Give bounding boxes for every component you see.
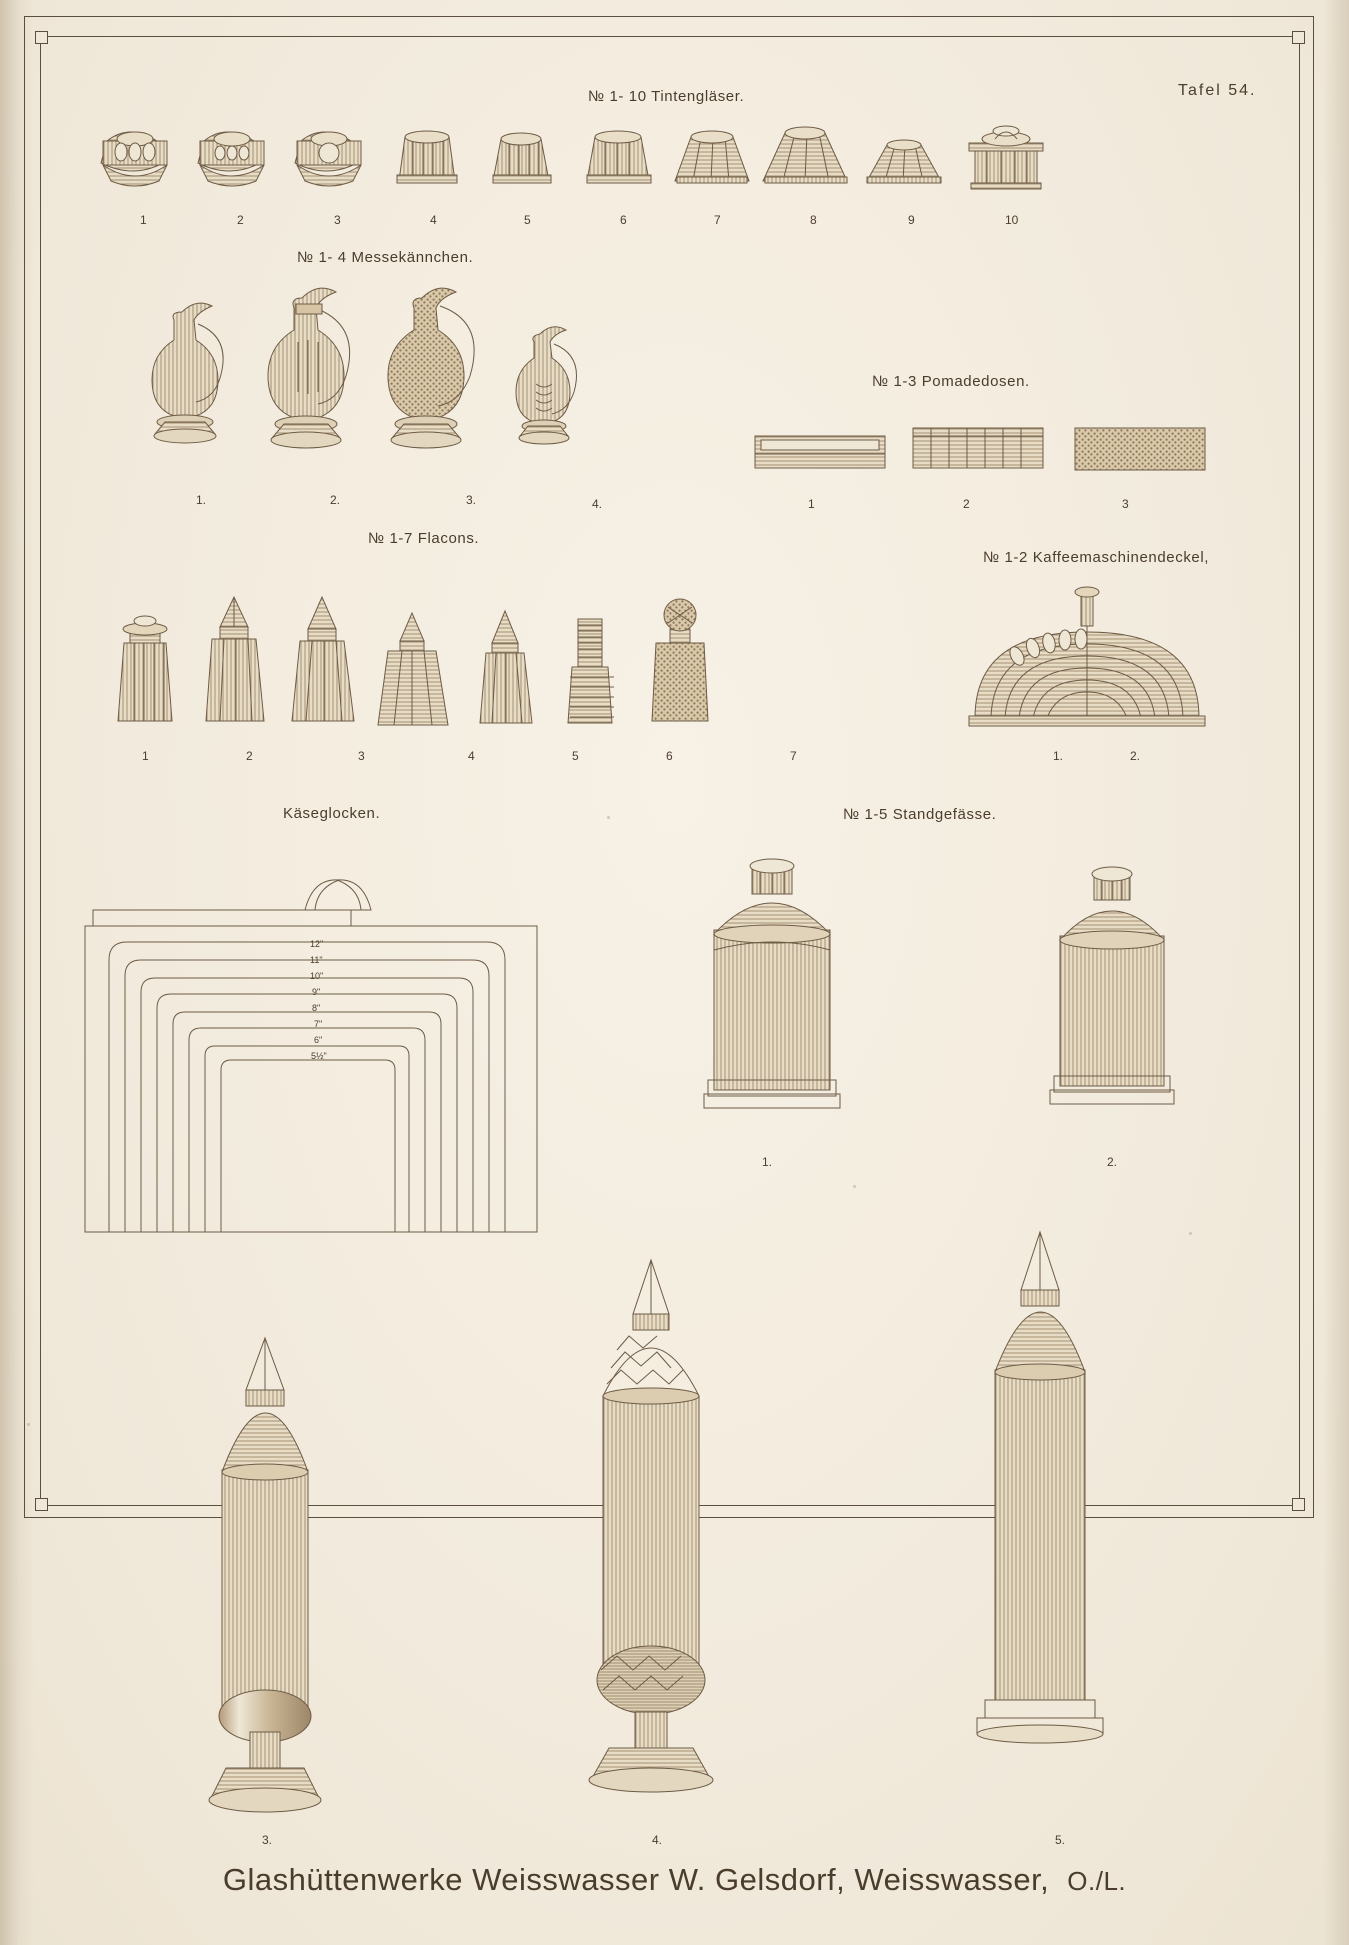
- kaeseglocken-diagram: [85, 840, 565, 1200]
- heading-kaeseglocken: Käseglocken.: [283, 805, 381, 822]
- item-number: 5: [524, 213, 531, 227]
- heading-tintenglaeser: № 1- 10 Tintengläser.: [588, 88, 745, 105]
- item-number: 3.: [262, 1833, 273, 1847]
- corner-ornament-top-right: [1292, 31, 1305, 44]
- item-number: 2.: [330, 493, 341, 507]
- item-number: 3: [334, 213, 341, 227]
- pomadedosen-row: [755, 420, 1205, 490]
- item-number: 2: [237, 213, 244, 227]
- item-number: 5.: [1055, 1833, 1066, 1847]
- item-number: 6: [666, 749, 673, 763]
- item-number: 3: [1122, 497, 1129, 511]
- publisher-region: O./L.: [1067, 1866, 1127, 1896]
- heading-standgefaesse: № 1-5 Standgefässe.: [843, 806, 997, 823]
- publisher-footer: [0, 1862, 1349, 1898]
- standgefaess-1: [680, 830, 890, 1160]
- heading-pomadedosen: № 1-3 Pomadedosen.: [872, 373, 1030, 390]
- size-label: 9": [312, 987, 321, 997]
- item-number: 3.: [466, 493, 477, 507]
- item-number: 2: [963, 497, 970, 511]
- item-number: 1.: [196, 493, 207, 507]
- item-number: 1.: [1053, 749, 1064, 763]
- item-number: 6: [620, 213, 627, 227]
- standgefaess-5: [935, 1180, 1175, 1840]
- item-number: 1.: [762, 1155, 773, 1169]
- standgefaess-4: [555, 1218, 795, 1838]
- item-number: 5: [572, 749, 579, 763]
- flacons-row: [110, 565, 830, 750]
- standgefaess-2: [1020, 840, 1230, 1160]
- item-number: 2.: [1107, 1155, 1118, 1169]
- corner-ornament-bottom-left: [35, 1498, 48, 1511]
- item-number: 1: [140, 213, 147, 227]
- item-number: 7: [714, 213, 721, 227]
- size-label: 5½": [311, 1051, 327, 1061]
- item-number: 2: [246, 749, 253, 763]
- item-number: 4.: [652, 1833, 663, 1847]
- item-number: 4: [468, 749, 475, 763]
- size-label: 6": [314, 1035, 323, 1045]
- size-label: 11": [310, 955, 323, 965]
- item-number: 7: [790, 749, 797, 763]
- heading-flacons: № 1-7 Flacons.: [368, 530, 480, 547]
- corner-ornament-top-left: [35, 31, 48, 44]
- right-page-shadow: [1323, 0, 1349, 1945]
- heading-kaffeemaschinendeckel: № 1-2 Kaffeemaschinendeckel,: [983, 549, 1210, 566]
- standgefaess-3: [180, 1280, 410, 1840]
- size-label: 10": [310, 971, 324, 981]
- item-number: 9: [908, 213, 915, 227]
- item-number: 4: [430, 213, 437, 227]
- item-number: 1: [808, 497, 815, 511]
- item-number: 10: [1005, 213, 1019, 227]
- tintenglaeser-row: [95, 115, 1235, 225]
- size-label: 8": [312, 1003, 321, 1013]
- publisher-name: Glashüttenwerke Weisswasser W. Gelsdorf, Weisswasser,: [222, 1862, 1050, 1897]
- corner-ornament-bottom-right: [1292, 1498, 1305, 1511]
- plate-number: Tafel 54.: [1178, 82, 1257, 99]
- size-label: 7": [314, 1019, 323, 1029]
- messekaennchen-row: [140, 280, 670, 490]
- heading-messekaennchen: № 1- 4 Messekännchen.: [297, 249, 474, 266]
- item-number: 2.: [1130, 749, 1141, 763]
- item-number: 8: [810, 213, 817, 227]
- item-number: 4.: [592, 497, 603, 511]
- item-number: 1: [142, 749, 149, 763]
- kaffeemaschinendeckel: [965, 570, 1255, 750]
- size-label: 12": [310, 939, 324, 949]
- item-number: 3: [358, 749, 365, 763]
